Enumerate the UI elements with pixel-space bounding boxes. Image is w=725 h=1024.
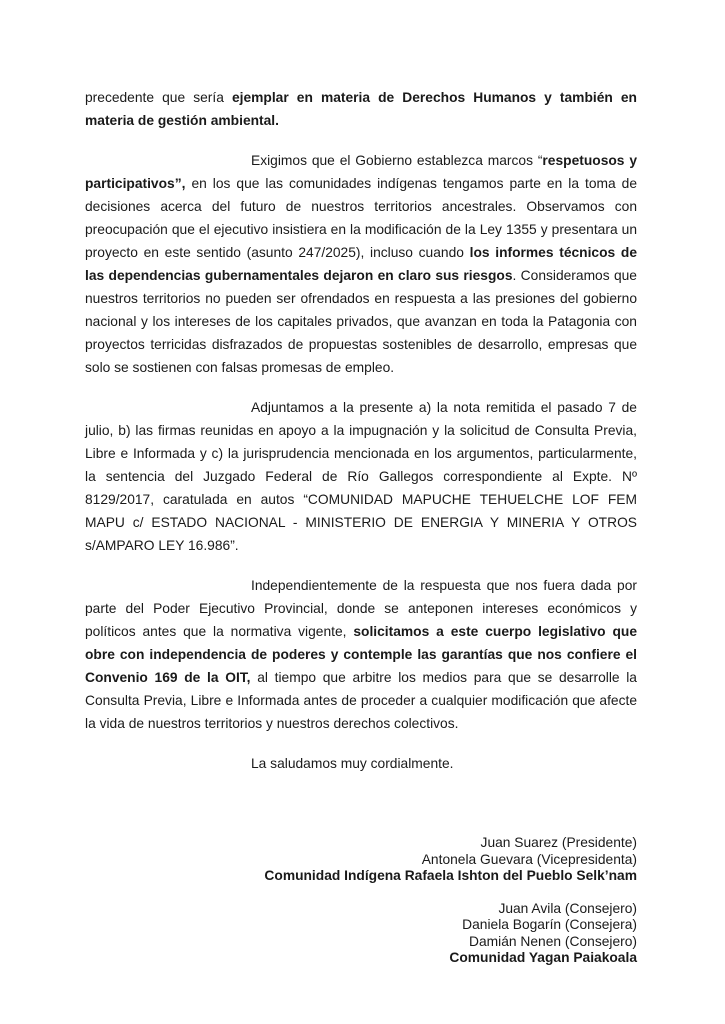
paragraph-demands <box>85 149 637 379</box>
text-run: al tiempo que arbitre los medios para que se desarrolle la Consulta Previa, Libre e Informada antes de proceder a cualquier modificación que afecte la vida de nuestros territorios y nuestros derechos colectivos. <box>85 670 637 731</box>
signatory-name: Damián Nenen (Consejero) <box>469 933 637 949</box>
text-run: Exigimos que el Gobierno establezca marcos “ <box>251 153 543 168</box>
text-run: en los que las comunidades indígenas tengamos parte en la toma de decisiones acerca del futuro de nuestros territorios ancestrales. Observamos con preocupación que el ejecutivo insistiera en la modificación de la Ley 1355 y presentara un proyecto en este sentido (asunto 247/2025), incluso cuando <box>85 176 637 260</box>
community-name: Comunidad Indígena Rafaela Ishton del Pueblo Selk’nam <box>264 868 637 883</box>
community-name: Comunidad Yagan Paiakoala <box>449 950 637 965</box>
paragraph-continuation <box>85 86 637 132</box>
closing-salutation: La saludamos muy cordialmente. <box>251 756 454 771</box>
signatory-name: Juan Suarez (Presidente) <box>480 835 637 850</box>
text-run-bold: respetuosos y participativos”, <box>85 153 637 191</box>
text-run: precedente que sería <box>85 90 232 105</box>
text-run: Independientemente de la respuesta que nos fuera dada por parte del Poder Ejecutivo Provincial, donde se anteponen intereses económicos y políticos antes que la normativa vigente, <box>85 578 637 639</box>
text-run: . Consideramos que nuestros territorios no pueden ser ofrendados en respuesta a las presiones del gobierno nacional y los intereses de los capitales privados, que avanzan en toda la Patagonia con proyectos terricidas disfrazados de propuestas sostenibles de desarrollo, empresas que solo se sostienen con falsas promesas de empleo. <box>85 268 637 375</box>
signature-block-yagan <box>85 901 637 967</box>
text-run-bold: solicitamos a este cuerpo legislativo que obre con independencia de poderes y contemple las garantías que nos confiere el Convenio 169 de la OIT, <box>85 624 637 685</box>
text-run-bold: los informes técnicos de las dependencias gubernamentales dejaron en claro sus riesgos <box>85 245 637 283</box>
signatory-name: Juan Avila (Consejero) <box>498 900 637 916</box>
signatory-name: Antonela Guevara (Vicepresidenta) <box>421 851 637 867</box>
text-run: Adjuntamos a la presente a) la nota remitida el pasado 7 de julio, b) las firmas reunidas en apoyo a la impugnación y la solicitud de Consulta Previa, Libre e Informada y c) la jurisprudencia mencionada en los argumentos, particularmente, la sentencia del Juzgado Federal de Río Gallegos correspondiente al Expte. Nº 8129/2017, caratulada en autos “COMUNIDAD MAPUCHE TEHUELCHE LOF FEM MAPU c/ ESTADO NACIONAL - MINISTERIO DE ENERGIA Y MINERIA Y OTROS s/AMPARO LEY 16.986”. <box>85 400 637 553</box>
paragraph-attachments <box>85 396 637 557</box>
paragraph-request <box>85 574 637 735</box>
signatory-name: Daniela Bogarín (Consejera) <box>462 917 637 932</box>
signature-block-selknam <box>85 835 637 885</box>
text-run-bold: ejemplar en materia de Derechos Humanos y también en materia de gestión ambiental. <box>85 90 637 128</box>
